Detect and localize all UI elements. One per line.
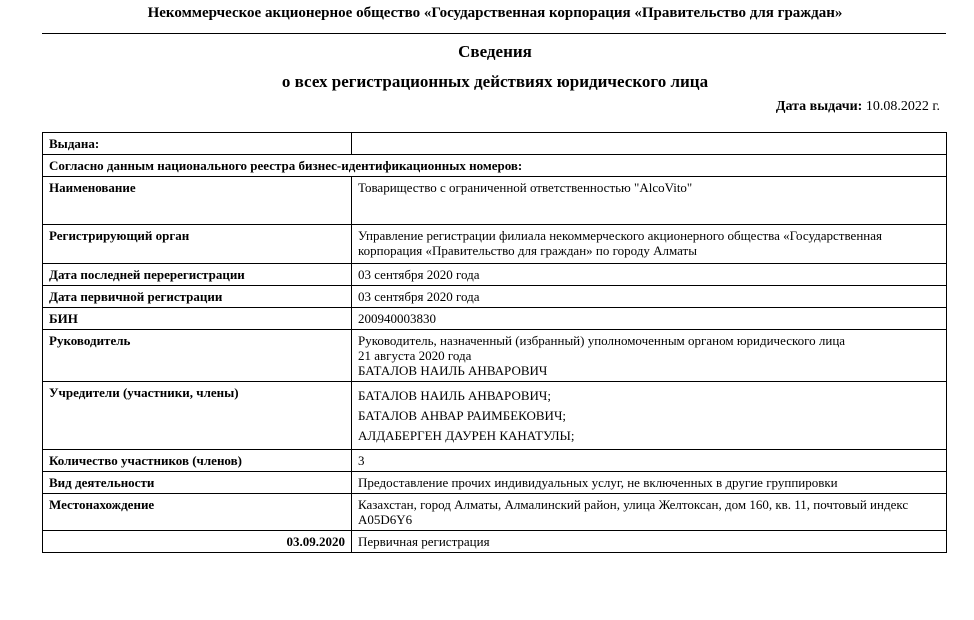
table-row [43, 531, 947, 553]
founders-value [352, 382, 947, 450]
director-date: 21 августа 2020 года [358, 348, 472, 363]
director-value [352, 330, 947, 382]
registrar-value: Управление регистрации филиала некоммерческого акционерного общества «Государственная корпорация «Правительство для граждан» по городу Алматы [352, 225, 947, 264]
history-action: Первичная регистрация [352, 531, 947, 553]
issue-date [776, 99, 940, 115]
activity-label: Вид деятельности [43, 472, 352, 494]
director-basis: Руководитель, назначенный (избранный) уполномоченным органом юридического лица [358, 333, 846, 348]
location-value: Казахстан, город Алматы, Алмалинский район, улица Желтоксан, дом 160, кв. 11, почтовый индекс A05D6Y6 [352, 494, 947, 531]
table-row [43, 133, 947, 155]
name-label: Наименование [43, 177, 352, 225]
table-row [43, 308, 947, 330]
activity-value: Предоставление прочих индивидуальных услуг, не включенных в другие группировки [352, 472, 947, 494]
table-row [43, 382, 947, 450]
registration-table [42, 132, 947, 553]
source-note: Согласно данным национального реестра бизнес-идентификационных номеров: [43, 155, 947, 177]
last-reregistration-value: 03 сентября 2020 года [352, 264, 947, 286]
director-name: БАТАЛОВ НАИЛЬ АНВАРОВИЧ [358, 363, 548, 378]
director-label: Руководитель [43, 330, 352, 382]
issue-date-label: Дата выдачи: [775, 99, 863, 114]
history-date: 03.09.2020 [43, 531, 352, 553]
header-divider [42, 33, 946, 34]
issue-date-value: 10.08.2022 г. [865, 99, 940, 114]
issued-label: Выдана: [43, 133, 352, 155]
members-count-value: 3 [352, 450, 947, 472]
location-label: Местонахождение [43, 494, 352, 531]
members-count-label: Количество участников (членов) [43, 450, 352, 472]
table-row [43, 177, 947, 225]
last-reregistration-label: Дата последней перерегистрации [43, 264, 352, 286]
document-title: Сведения [458, 42, 532, 61]
registrar-label: Регистрирующий орган [43, 225, 352, 264]
first-registration-value: 03 сентября 2020 года [352, 286, 947, 308]
founder-item: БАТАЛОВ АНВАР РАИМБЕКОВИЧ; [358, 408, 567, 423]
table-row [43, 264, 947, 286]
name-value: Товарищество с ограниченной ответственностью "AlcoVito" [352, 177, 947, 225]
table-row [43, 450, 947, 472]
table-row [43, 494, 947, 531]
table-row [43, 286, 947, 308]
bin-label: БИН [43, 308, 352, 330]
organization-title: Некоммерческое акционерное общество «Государственная корпорация «Правительство для граждан» [147, 5, 843, 21]
document-subtitle: о всех регистрационных действиях юридического лица [281, 72, 709, 91]
issued-value [352, 133, 947, 155]
founder-item: БАТАЛОВ НАИЛЬ АНВАРОВИЧ; [358, 388, 551, 403]
first-registration-label: Дата первичной регистрации [43, 286, 352, 308]
bin-value: 200940003830 [352, 308, 947, 330]
table-row [43, 472, 947, 494]
founders-label: Учредители (участники, члены) [43, 382, 352, 450]
table-row [43, 155, 947, 177]
founder-item: АЛДАБЕРГЕН ДАУРЕН КАНАТУЛЫ; [358, 428, 575, 443]
table-row [43, 330, 947, 382]
table-row [43, 225, 947, 264]
